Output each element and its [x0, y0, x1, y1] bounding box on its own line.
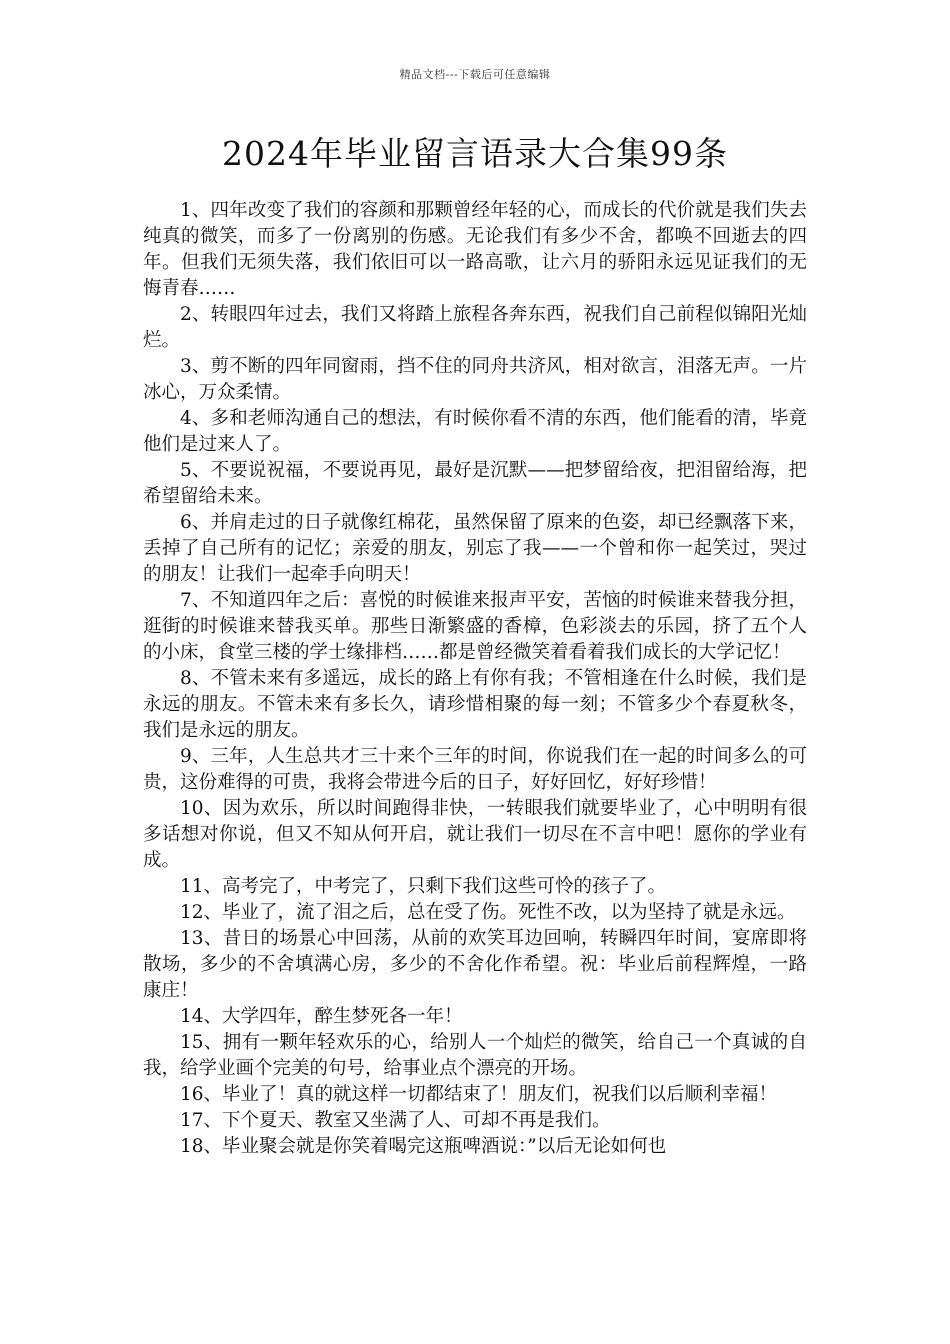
paragraph-12: 12、毕业了，流了泪之后，总在受了伤。死性不改，以为坚持了就是永远。 — [180, 902, 796, 923]
paragraph-7: 7、不知道四年之后：喜悦的时候谁来报声平安，苦恼的时候谁来替我分担，逛街的时候谁来替我买单。那些日渐繁盛的香樟，色彩淡去的乐园，挤了五个人的小床，食堂三楼的学士缘排档……都是曾经微笑着看着我们成长的大学记忆！ — [143, 590, 807, 663]
paragraph-9: 9、三年，人生总共才三十来个三年的时间，你说我们在一起的时间多么的可贵，这份难得的可贵，我将会带进今后的日子，好好回忆，好好珍惜！ — [143, 746, 807, 793]
paragraph-14: 14、大学四年，醉生梦死各一年！ — [180, 1006, 463, 1027]
paragraph-10: 10、因为欢乐，所以时间跑得非快，一转眼我们就要毕业了，心中明明有很多话想对你说，但又不知从何开启，就让我们一切尽在不言中吧！愿你的学业有成。 — [143, 798, 807, 871]
paragraph-8: 8、不管未来有多遥远，成长的路上有你有我；不管相逢在什么时候，我们是永远的朋友。不管未来有多长久，请珍惜相聚的每一刻；不管多少个春夏秋冬，我们是永远的朋友。 — [143, 668, 807, 741]
paragraph-17: 17、下个夏天、教室又坐满了人、可却不再是我们。 — [180, 1110, 611, 1131]
paragraph-11: 11、高考完了，中考完了，只剩下我们这些可怜的孩子了。 — [180, 876, 667, 897]
header-note: 精品文档---下载后可任意编辑 — [399, 68, 551, 81]
paragraph-1: 1、四年改变了我们的容颜和那颗曾经年轻的心，而成长的代价就是我们失去纯真的微笑，而多了一份离别的伤感。无论我们有多少不舍，都唤不回逝去的四年。但我们无须失落，我们依旧可以一路高歌，让六月的骄阳永远见证我们的无悔青春…… — [143, 200, 807, 299]
paragraph-18: 18、毕业聚会就是你笑着喝完这瓶啤酒说：”以后无论如何也 — [180, 1136, 667, 1157]
paragraph-15: 15、拥有一颗年轻欢乐的心，给别人一个灿烂的微笑，给自己一个真诚的自我，给学业画个完美的句号，给事业点个漂亮的开场。 — [143, 1032, 807, 1079]
paragraph-13: 13、昔日的场景心中回荡，从前的欢笑耳边回响，转瞬四年时间，宴席即将散场，多少的不舍填满心房，多少的不舍化作希望。祝：毕业后前程辉煌，一路康庄！ — [143, 928, 807, 1001]
paragraph-16: 16、毕业了！真的就这样一切都结束了！朋友们，祝我们以后顺利幸福！ — [180, 1084, 778, 1105]
paragraph-2: 2、转眼四年过去，我们又将踏上旅程各奔东西，祝我们自己前程似锦阳光灿烂。 — [143, 304, 807, 351]
page-title: 2024年毕业留言语录大合集99条 — [222, 134, 728, 173]
paragraph-4: 4、多和老师沟通自己的想法，有时候你看不清的东西，他们能看的清，毕竟他们是过来人了。 — [143, 408, 807, 455]
paragraph-5: 5、不要说祝福，不要说再见，最好是沉默——把梦留给夜，把泪留给海，把希望留给未来。 — [143, 460, 807, 507]
document-body — [143, 198, 807, 1160]
paragraph-3: 3、剪不断的四年同窗雨，挡不住的同舟共济风，相对欲言，泪落无声。一片冰心，万众柔情。 — [143, 356, 807, 403]
paragraph-6: 6、并肩走过的日子就像红棉花，虽然保留了原来的色姿，却已经飘落下来，丢掉了自己所有的记忆；亲爱的朋友，别忘了我——一个曾和你一起笑过，哭过的朋友！让我们一起牵手向明天！ — [143, 512, 807, 585]
